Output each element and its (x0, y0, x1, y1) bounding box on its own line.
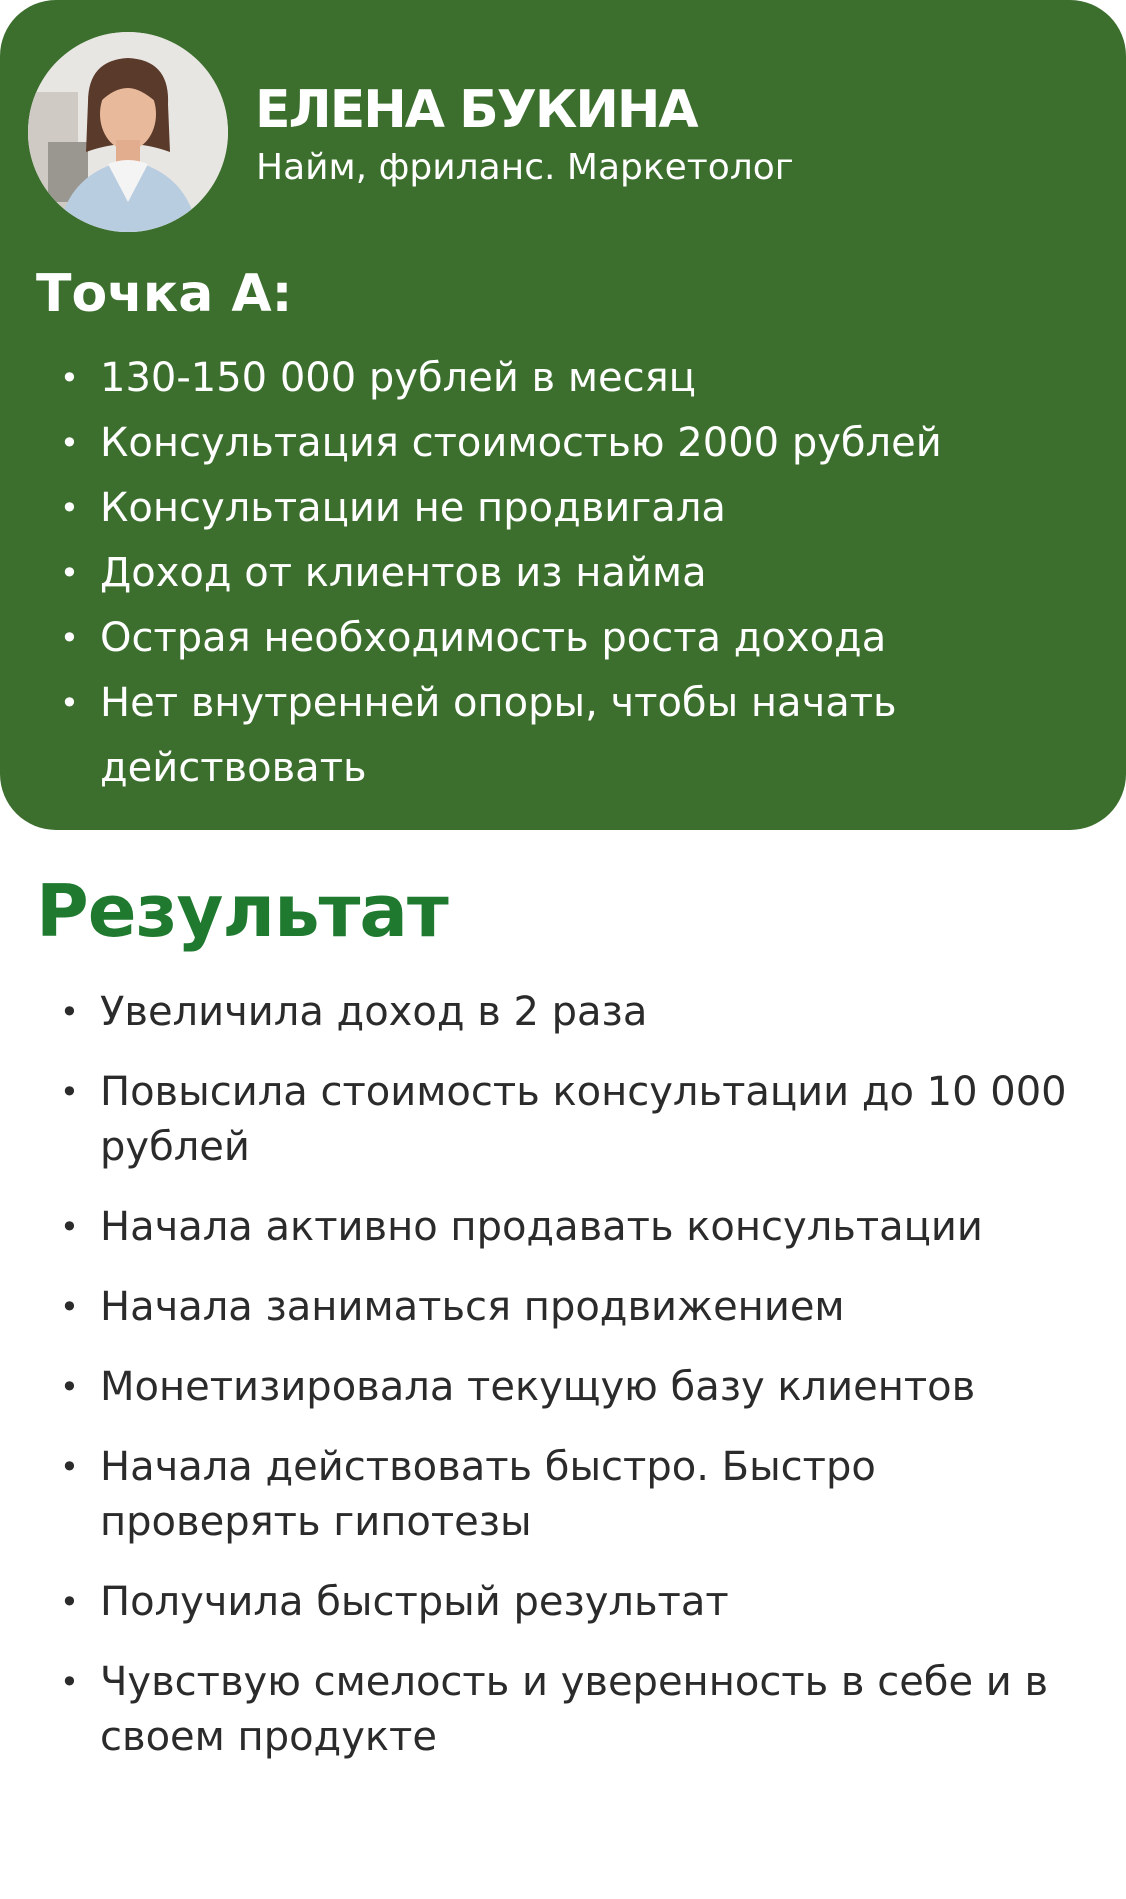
list-item: • Доход от клиентов из найма (0, 541, 1126, 606)
result-list (0, 985, 1126, 1790)
list-item: • Начала активно продавать консультации (0, 1200, 1126, 1255)
list-item: • Начала заниматься продвижением (0, 1280, 1126, 1335)
point-a-title: Точка А: (36, 264, 293, 324)
point-a-list (0, 346, 1126, 801)
list-item: • Консультации не продвигала (0, 476, 1126, 541)
profile-card (0, 0, 1126, 830)
list-item: • Нет внутренней опоры, чтобы начать действовать (0, 671, 1126, 801)
list-item: • Повысила стоимость консультации до 10 000 рублей (0, 1065, 1126, 1175)
person-name: ЕЛЕНА БУКИНА (255, 80, 697, 140)
list-item: • Монетизировала текущую базу клиентов (0, 1360, 1126, 1415)
person-role: Найм, фриланс. Маркетолог (256, 147, 794, 188)
list-item: • Получила быстрый результат (0, 1575, 1126, 1630)
avatar-photo-icon (28, 32, 228, 232)
list-item: • Острая необходимость роста дохода (0, 606, 1126, 671)
avatar (28, 32, 228, 232)
list-item: • Увеличила доход в 2 раза (0, 985, 1126, 1040)
result-title: Результат (36, 869, 448, 953)
list-item: • Консультация стоимостью 2000 рублей (0, 411, 1126, 476)
list-item: • 130-150 000 рублей в месяц (0, 346, 1126, 411)
list-item: • Чувствую смелость и уверенность в себе и в своем продукте (0, 1655, 1126, 1765)
list-item: • Начала действовать быстро. Быстро проверять гипотезы (0, 1440, 1126, 1550)
